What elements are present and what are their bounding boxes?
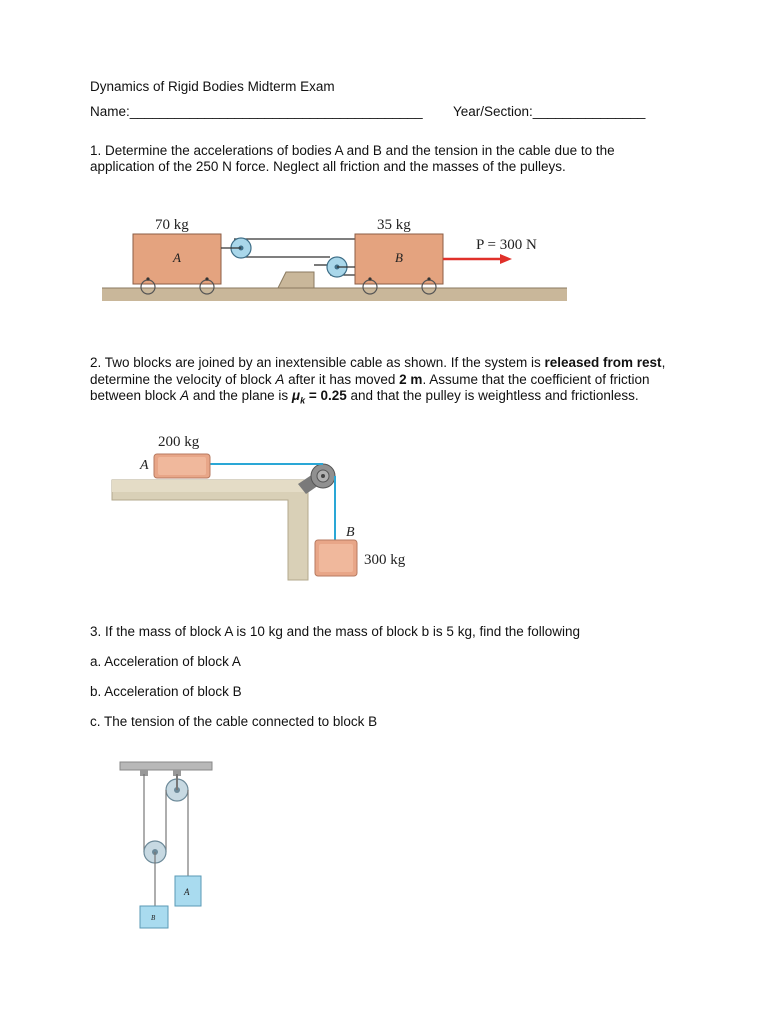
q1-text-line1: 1. Determine the accelerations of bodies A and B and the tension in the cable due to the [90, 143, 615, 158]
q2-block-b-label: B [346, 525, 355, 540]
q1-ground-stop [278, 272, 314, 288]
q2-table [112, 480, 308, 580]
q3-part-b: b. Acceleration of block B [90, 684, 242, 699]
q2-mass-a-label: 200 kg [158, 434, 200, 450]
name-field-line: Name:_______________________________________ [90, 104, 423, 119]
q2-block-a-label: A [140, 458, 149, 473]
q1-block-b-label: B [395, 250, 403, 265]
exam-title: Dynamics of Rigid Bodies Midterm Exam [90, 79, 335, 94]
q2-text: 2. Two blocks are joined by an inextensible cable as shown. If the system is released from rest, determine the velocity of block A after it has moved 2 m. Assume that the coefficient of friction between block A and the plane is $\mu_k = 0.25$ and that the pulley is weightless and frictionless. [90, 355, 666, 406]
q2-figure [110, 428, 430, 584]
q3-part-c: c. The tension of the cable connected to block B [90, 714, 378, 729]
q1-ground [102, 288, 567, 301]
q3-part-a: a. Acceleration of block A [90, 654, 241, 669]
q1-force-label: P = 300 N [476, 237, 537, 253]
q3-block-b-label: B [151, 914, 156, 922]
q3-figure [118, 760, 218, 932]
q1-figure [100, 212, 570, 304]
year-section-field-line: Year/Section:_______________ [453, 104, 646, 119]
q1-mass-b-label: 35 kg [377, 217, 411, 233]
q3-ceiling [120, 762, 212, 770]
q1-mass-a-label: 70 kg [155, 217, 189, 233]
q3-block-a-label: A [184, 887, 190, 897]
q1-text-line2: application of the 250 N force. Neglect all friction and the masses of the pulleys. [90, 159, 566, 174]
q3-text: 3. If the mass of block A is 10 kg and the mass of block b is 5 kg, find the following [90, 624, 581, 639]
q2-mass-b-label: 300 kg [364, 552, 406, 568]
q1-block-a-label: A [173, 250, 181, 265]
